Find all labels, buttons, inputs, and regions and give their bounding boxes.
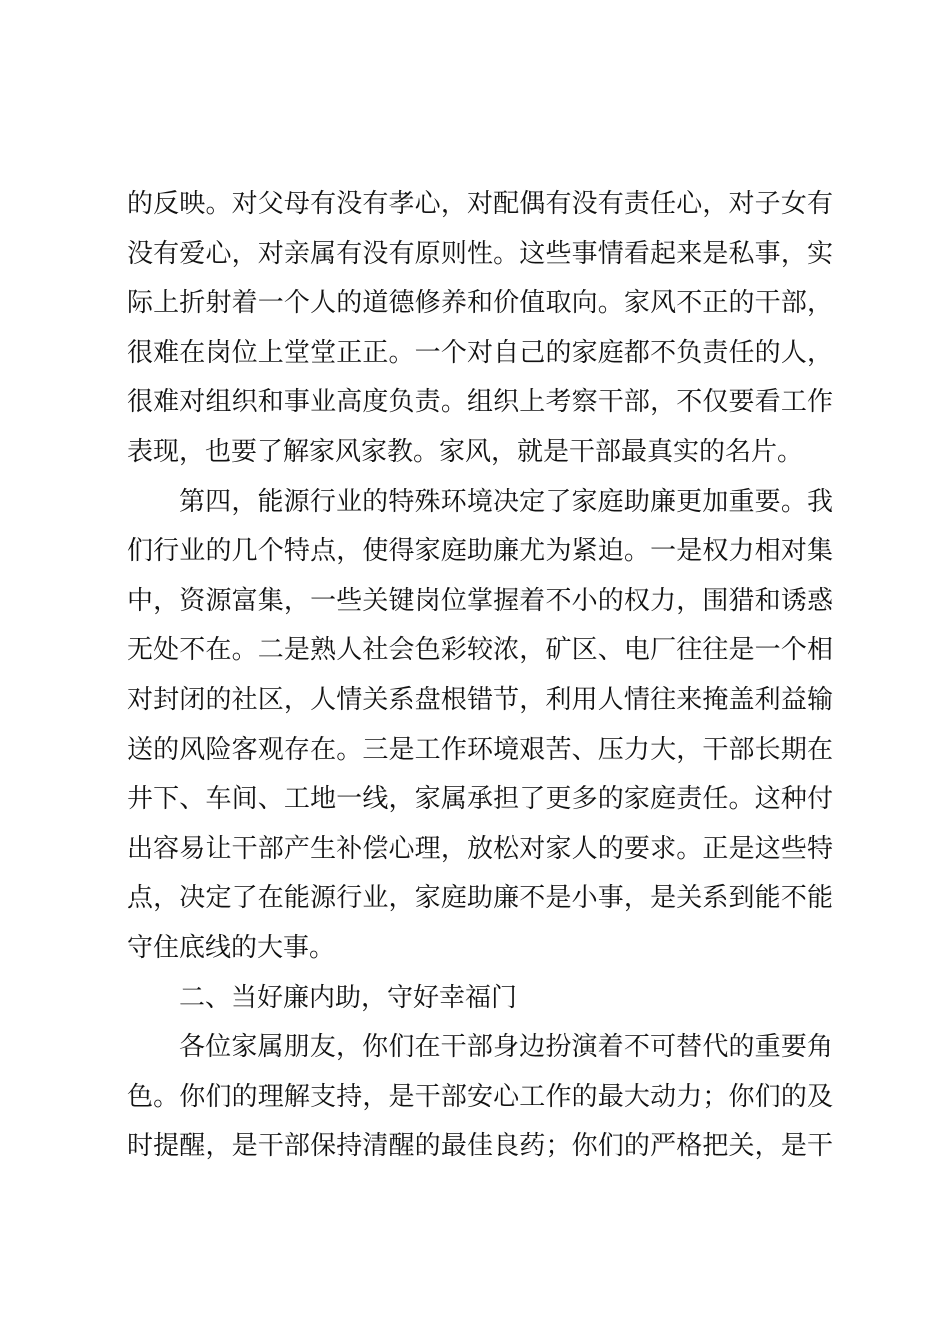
text-line: 很难在岗位上堂堂正正。一个对自己的家庭都不负责任的人， <box>127 337 833 368</box>
document-body <box>127 180 833 1172</box>
text-line: 时提醒，是干部保持清醒的最佳良药；你们的严格把关，是干 <box>127 1131 833 1162</box>
text-line: 的反映。对父母有没有孝心，对配偶有没有责任心，对子女有 <box>127 189 833 219</box>
text-line: 没有爱心，对亲属有没有原则性。这些事情看起来是私事，实 <box>127 238 833 269</box>
text-line: 际上折射着一个人的道德修养和价值取向。家风不正的干部， <box>127 288 833 319</box>
text-line: 送的风险客观存在。三是工作环境艰苦、压力大，干部长期在 <box>127 734 833 765</box>
text-line: 无处不在。二是熟人社会色彩较浓，矿区、电厂往往是一个相 <box>127 635 833 666</box>
text-line: 第四，能源行业的特殊环境决定了家庭助廉更加重要。我 <box>179 486 833 517</box>
text-line: 守住底线的大事。 <box>127 932 336 963</box>
section-heading: 二、当好廉内助，守好幸福门 <box>179 982 518 1013</box>
text-line: 对封闭的社区，人情关系盘根错节，利用人情往来掩盖利益输 <box>127 684 833 715</box>
paragraph <box>127 180 833 478</box>
text-line: 点，决定了在能源行业，家庭助廉不是小事，是关系到能不能 <box>127 883 833 914</box>
text-line: 井下、车间、工地一线，家属承担了更多的家庭责任。这种付 <box>127 784 833 815</box>
paragraph <box>127 478 833 974</box>
text-line: 各位家属朋友，你们在干部身边扮演着不可替代的重要角 <box>179 1032 833 1063</box>
text-line: 很难对组织和事业高度负责。组织上考察干部，不仅要看工作 <box>127 387 833 418</box>
paragraph <box>127 1023 833 1172</box>
text-line: 中，资源富集，一些关键岗位掌握着不小的权力，围猎和诱惑 <box>127 585 833 616</box>
text-line: 们行业的几个特点，使得家庭助廉尤为紧迫。一是权力相对集 <box>127 536 833 567</box>
text-line: 出容易让干部产生补偿心理，放松对家人的要求。正是这些特 <box>127 833 833 864</box>
text-line: 表现，也要了解家风家教。家风，就是干部最真实的名片。 <box>127 436 804 467</box>
text-line: 色。你们的理解支持，是干部安心工作的最大动力；你们的及 <box>127 1081 833 1112</box>
